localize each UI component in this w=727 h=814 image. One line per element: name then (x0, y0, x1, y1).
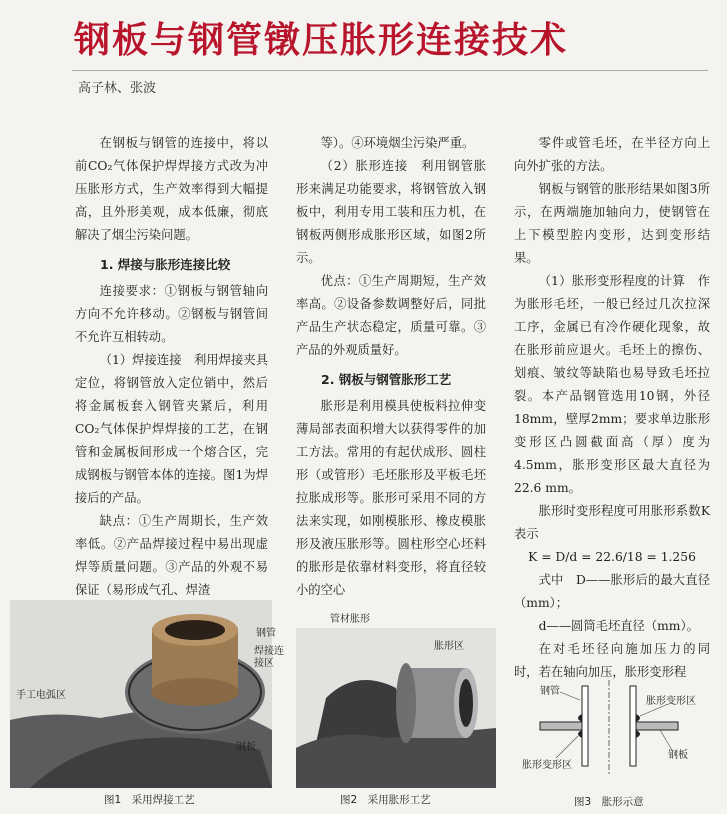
paragraph: （1）焊接连接 利用焊接夹具定位，将钢管放入定位销中，然后将金属板套入钢管夹紧后，利用CO₂气体保护焊焊接的工艺，在钢管和金属板间形成一个熔合区，完成钢板与钢管本体的连接。图1为焊接后的产品。 (75, 353, 268, 505)
column-2 (296, 132, 486, 602)
paragraph: （2）胀形连接 利用钢管胀形来满足功能要求，将钢管放入钢板中，利用专用工装和压力机，在钢板两侧形成胀形区域，如图2所示。 (296, 159, 486, 265)
fig1-label-pipe: 钢管 (256, 628, 276, 639)
fig3-label-zone-left: 胀形变形区 (522, 760, 572, 771)
paragraph: 缺点：①生产周期长，生产效率低。②产品焊接过程中易出现虚焊等质量问题。③产品的外观不易保证（易形成气孔、焊渣 (75, 514, 268, 597)
paragraph: 零件或管毛坯，在半径方向上向外扩张的方法。 (514, 136, 710, 173)
paragraph: 胀形是利用模具使板料拉伸变薄局部表面积增大以获得零件的加工方法。常用的有起伏成形、圆柱形（或管形）毛坯胀形及平板毛坯拉胀成形等。胀形可采用不同的方法来实现，如刚模胀形、橡皮模胀形及液压胀形等。圆柱形空心坯料的胀形是依靠材料变形，将直径较小的空心 (296, 399, 486, 597)
paragraph: 连接要求：①钢板与钢管轴向方向不允许移动。②钢板与钢管间不允许互相转动。 (75, 284, 268, 344)
fig2-label-pipe-material: 管材胀形 (330, 614, 370, 625)
column-3 (514, 132, 710, 684)
figure-2-caption: 图2 采用胀形工艺 (340, 794, 431, 806)
figure-1-caption: 图1 采用焊接工艺 (104, 794, 195, 806)
paragraph: 在钢板与钢管的连接中，将以前CO₂气体保护焊焊接方式改为冲压胀形方式，生产效率得到大幅提高，且外形美观，成本低廉，彻底解决了烟尘污染问题。 (75, 136, 268, 242)
article-title: 钢板与钢管镦压胀形连接技术 (74, 20, 569, 61)
equation: K = D/d = 22.6/18 = 1.256 (528, 550, 696, 564)
paragraph: 胀形时变形程度可用胀形系数K表示 (514, 504, 710, 541)
section-heading-2: 2. 钢板与钢管胀形工艺 (321, 372, 452, 387)
fig3-label-zone-right: 胀形变形区 (646, 696, 696, 707)
fig1-label-weld-zone: 焊接连接区 (254, 646, 284, 669)
title-divider (72, 70, 708, 71)
figure-3-caption: 图3 胀形示意 (574, 796, 644, 808)
column-1 (75, 132, 268, 602)
fig1-label-plate: 钢板 (236, 742, 256, 753)
figure-2-bulged-photo (296, 628, 496, 788)
paragraph: 优点：①生产周期短，生产效率高。②设备参数调整好后，同批产品生产状态稳定，质量可靠。③产品的外观质量好。 (296, 274, 486, 357)
paragraph: （1）胀形变形程度的计算 作为胀形毛坯，一般已经过几次拉深工序，金属已有冷作硬化现象，故在胀形前应退火。毛坯上的擦伤、划痕、皱纹等缺陷也易导致毛坯拉裂。本产品钢管选用10钢，外径18mm，壁厚2mm；要求单边胀形变形区凸圆截面高（厚）度为4.5mm，胀形变形区最大直径为22.6 mm。 (514, 274, 710, 495)
paragraph: 在对毛坯径向施加压力的同时，若在轴向加压，胀形变形程 (514, 642, 710, 679)
paragraph: d——圆筒毛坯直径（mm）。 (538, 619, 699, 633)
fig1-label-arc: 手工电弧区 (16, 690, 66, 701)
paragraph: 等）。④环境烟尘污染严重。 (320, 136, 475, 150)
paragraph: 钢板与钢管的胀形结果如图3所示，在两端施加轴向力，使钢管在上下模型腔内变形，达到变形结果。 (514, 182, 710, 265)
fig2-label-bulge-zone: 胀形区 (434, 641, 464, 652)
article-authors: 高子林、张波 (78, 81, 157, 96)
fig3-label-plate: 钢板 (668, 750, 688, 761)
fig3-label-pipe: 钢管 (540, 686, 560, 697)
paragraph: 式中 D——胀形后的最大直径（mm）； (514, 573, 710, 610)
section-heading-1: 1. 焊接与胀形连接比较 (100, 257, 231, 272)
